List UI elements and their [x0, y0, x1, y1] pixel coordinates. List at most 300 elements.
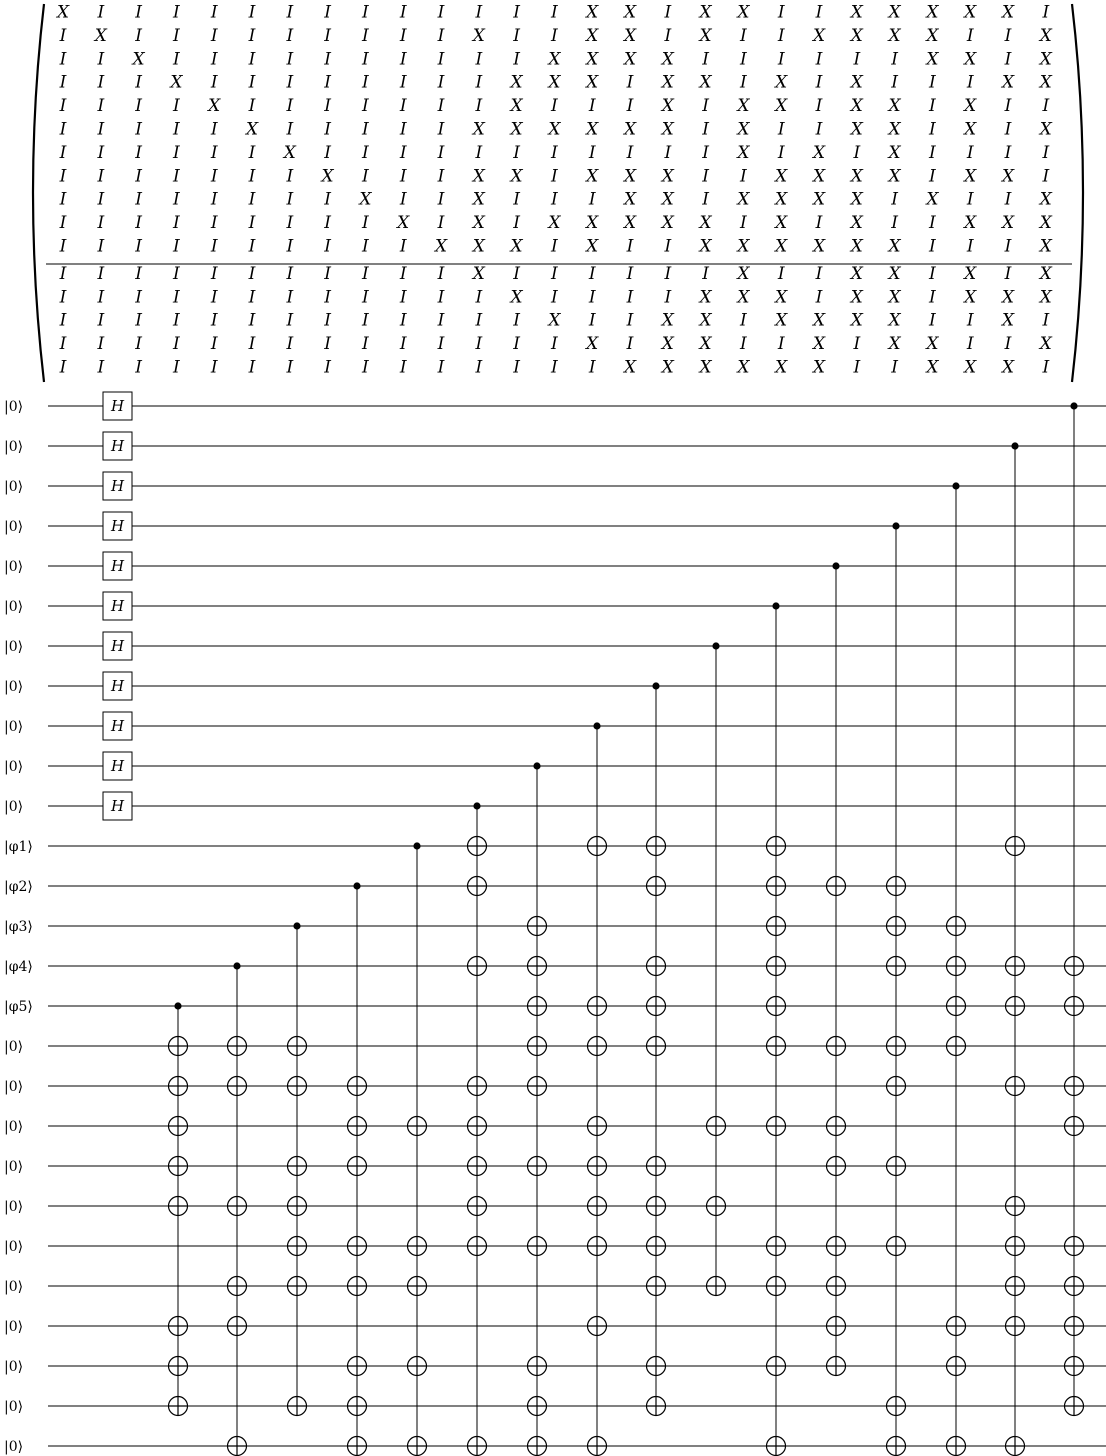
matrix-cell: X	[699, 287, 712, 308]
matrix-cell: X	[850, 236, 863, 257]
matrix-cell: I	[966, 236, 974, 257]
matrix-cell: I	[97, 357, 105, 378]
wire-label: |φ4⟩	[4, 959, 33, 975]
cnot-target	[288, 1037, 307, 1056]
matrix-cell: I	[437, 310, 445, 331]
matrix-cell: I	[97, 236, 105, 257]
matrix-cell: I	[135, 166, 142, 187]
matrix-cell: X	[775, 72, 788, 93]
cnot-target	[588, 1037, 607, 1056]
matrix-cell: X	[1039, 72, 1052, 93]
matrix-cell: I	[97, 49, 105, 70]
matrix-cell: I	[437, 2, 445, 23]
cnot-target	[887, 1077, 906, 1096]
matrix-cell: I	[815, 2, 823, 23]
cnot-target	[1006, 957, 1025, 976]
matrix-cell: X	[964, 119, 977, 140]
matrix-cell: I	[59, 25, 67, 46]
matrix-cell: X	[623, 119, 637, 140]
matrix-cell: I	[551, 263, 558, 284]
matrix-cell: X	[623, 166, 637, 187]
matrix-cell: I	[588, 287, 596, 308]
matrix-cell: I	[513, 25, 520, 46]
matrix-cell: X	[964, 287, 977, 308]
matrix-cell: X	[586, 213, 599, 234]
matrix-cell: I	[966, 72, 974, 93]
cnot-target	[647, 997, 666, 1016]
matrix-cell: I	[1004, 25, 1012, 46]
matrix-cell: I	[929, 236, 936, 257]
matrix-cell: I	[324, 287, 331, 308]
matrix-cell: I	[399, 310, 407, 331]
cnot-target	[647, 1397, 666, 1416]
matrix-cell: X	[661, 72, 674, 93]
matrix-cell: I	[626, 72, 634, 93]
matrix-cell: X	[964, 213, 977, 234]
wire-label: |0⟩	[4, 439, 24, 455]
cnot-target	[468, 1197, 487, 1216]
matrix-cell: X	[434, 236, 448, 257]
cnot-target	[588, 997, 607, 1016]
right-parenthesis	[1072, 4, 1083, 382]
matrix-cell: I	[324, 263, 331, 284]
cnot-target	[169, 1037, 188, 1056]
matrix-cell: I	[324, 357, 331, 378]
cnot-target	[767, 1037, 786, 1056]
matrix-cell: I	[626, 334, 634, 355]
matrix-cell: I	[173, 166, 180, 187]
matrix-cell: I	[324, 236, 331, 257]
cnot-target	[1065, 1117, 1084, 1136]
matrix-cell: I	[626, 310, 634, 331]
cnot-target	[647, 1277, 666, 1296]
matrix-cell: I	[362, 357, 369, 378]
matrix-cell: I	[324, 72, 331, 93]
matrix-cell: X	[548, 310, 561, 331]
cnot-target	[528, 1437, 547, 1456]
cnot-target	[1065, 957, 1084, 976]
matrix-cell: I	[626, 96, 634, 117]
matrix-cell: I	[513, 263, 520, 284]
matrix-cell: I	[59, 263, 67, 284]
matrix-cell: I	[286, 357, 294, 378]
wire-label: |0⟩	[4, 1399, 24, 1415]
matrix-cell: X	[208, 96, 221, 117]
matrix-cell: I	[551, 166, 558, 187]
matrix-cell: I	[399, 142, 407, 163]
matrix-cell: I	[513, 189, 520, 210]
matrix-cell: X	[812, 142, 826, 163]
matrix-cell: X	[964, 96, 977, 117]
matrix-cell: X	[472, 25, 485, 46]
cnot-target	[1006, 1077, 1025, 1096]
matrix-cell: X	[397, 213, 410, 234]
matrix-cell: X	[623, 2, 637, 23]
matrix-cells	[55, 3, 1053, 378]
matrix-cell: I	[97, 166, 105, 187]
matrix-cell: I	[437, 357, 445, 378]
wire-label: |0⟩	[4, 799, 24, 815]
matrix-cell: X	[623, 189, 637, 210]
matrix-cell: X	[888, 25, 901, 46]
matrix-cell: I	[437, 49, 445, 70]
matrix-cell: X	[623, 49, 637, 70]
matrix-cell: I	[702, 119, 709, 140]
matrix-cell: I	[664, 142, 672, 163]
matrix-cell: I	[173, 49, 180, 70]
matrix-cell: X	[737, 287, 750, 308]
wire-label: |0⟩	[4, 399, 24, 415]
wire-label: |0⟩	[4, 559, 24, 575]
matrix-cell: I	[399, 119, 407, 140]
matrix-cell: I	[740, 72, 747, 93]
matrix-cell: X	[170, 72, 183, 93]
matrix-cell: I	[173, 310, 180, 331]
matrix-cell: I	[513, 2, 520, 23]
cnot-target	[647, 957, 666, 976]
matrix-cell: X	[1039, 119, 1052, 140]
control-dot	[413, 842, 420, 849]
matrix-cell: I	[437, 213, 445, 234]
matrix-cell: X	[737, 189, 750, 210]
control-dot	[233, 962, 240, 969]
matrix-cell: I	[513, 357, 520, 378]
matrix-cell: I	[362, 119, 369, 140]
matrix-cell: I	[173, 96, 180, 117]
control-dot	[712, 642, 719, 649]
cnot-target	[1006, 997, 1025, 1016]
matrix-cell: I	[1004, 96, 1012, 117]
cnot-target	[348, 1357, 367, 1376]
hadamard-gate-label: H	[110, 397, 125, 415]
matrix-cell: I	[248, 334, 256, 355]
matrix-cell: I	[399, 49, 407, 70]
hadamard-gate-label: H	[110, 477, 125, 495]
matrix-cell: I	[777, 142, 785, 163]
matrix-cell: X	[699, 72, 712, 93]
matrix-cell: I	[135, 357, 142, 378]
matrix-cell: I	[210, 357, 218, 378]
matrix-cell: I	[399, 334, 407, 355]
matrix-cell: X	[812, 236, 826, 257]
cnot-target	[1065, 1397, 1084, 1416]
cnot-target	[468, 1237, 487, 1256]
matrix-cell: X	[850, 287, 863, 308]
matrix-cell: I	[664, 25, 672, 46]
matrix-cell: I	[248, 2, 256, 23]
matrix-cell: I	[437, 287, 445, 308]
cnot-target	[947, 1037, 966, 1056]
cnot-target	[767, 877, 786, 896]
matrix-cell: I	[362, 334, 369, 355]
matrix-cell: I	[475, 357, 483, 378]
matrix-cell: I	[475, 287, 483, 308]
matrix-cell: I	[362, 310, 369, 331]
matrix-cell: X	[548, 213, 561, 234]
matrix-cell: I	[59, 334, 67, 355]
matrix-cell: I	[1004, 142, 1012, 163]
matrix-cell: I	[248, 72, 256, 93]
cnot-target	[767, 1437, 786, 1456]
matrix-cell: I	[437, 189, 445, 210]
matrix-cell: X	[1001, 213, 1015, 234]
matrix-cell: I	[97, 96, 105, 117]
matrix-cell: I	[626, 236, 634, 257]
wire-label: |φ2⟩	[4, 879, 33, 895]
matrix-cell: I	[777, 119, 785, 140]
matrix-cell: X	[472, 189, 485, 210]
matrix-cell: I	[551, 189, 558, 210]
matrix-cell: I	[248, 189, 256, 210]
matrix-cell: X	[737, 236, 750, 257]
matrix-cell: X	[1001, 310, 1015, 331]
matrix-cell: X	[926, 49, 939, 70]
matrix-cell: I	[551, 334, 558, 355]
wire-label: |0⟩	[4, 639, 24, 655]
matrix-cell: I	[286, 119, 294, 140]
matrix-cell: X	[661, 189, 674, 210]
matrix-cell: I	[513, 213, 520, 234]
hadamard-gate-label: H	[110, 677, 125, 695]
circuit-gates	[103, 392, 1084, 1456]
matrix-cell: X	[623, 357, 637, 378]
cnot-target	[528, 1077, 547, 1096]
wire-label: |0⟩	[4, 1199, 24, 1215]
matrix-cell: X	[964, 357, 977, 378]
cnot-target	[169, 1197, 188, 1216]
matrix-cell: I	[324, 2, 331, 23]
matrix-cell: I	[929, 72, 936, 93]
matrix-cell: X	[812, 25, 826, 46]
wire-label: |φ1⟩	[4, 839, 33, 855]
cnot-target	[408, 1117, 427, 1136]
matrix-cell: X	[964, 2, 977, 23]
matrix-cell: X	[888, 236, 901, 257]
matrix-cell: X	[1039, 236, 1052, 257]
matrix-cell: X	[1039, 189, 1052, 210]
matrix-cell: I	[399, 357, 407, 378]
cnot-target	[1006, 1437, 1025, 1456]
matrix-cell: I	[853, 142, 861, 163]
control-dot	[1011, 442, 1018, 449]
cnot-target	[827, 1317, 846, 1336]
matrix-cell: I	[929, 142, 936, 163]
cnot-target	[647, 1357, 666, 1376]
cnot-target	[1006, 1317, 1025, 1336]
matrix-cell: I	[59, 96, 67, 117]
matrix-cell: I	[815, 49, 823, 70]
matrix-cell: I	[59, 166, 67, 187]
matrix-cell: I	[97, 310, 105, 331]
cnot-target	[288, 1237, 307, 1256]
cnot-target	[169, 1397, 188, 1416]
cnot-target	[468, 877, 487, 896]
matrix-cell: X	[699, 357, 712, 378]
matrix-cell: I	[929, 166, 936, 187]
cnot-target	[228, 1317, 247, 1336]
matrix-cell: I	[929, 96, 936, 117]
matrix-cell: I	[210, 119, 218, 140]
matrix-cell: I	[399, 72, 407, 93]
matrix-cell: I	[437, 142, 445, 163]
matrix-cell: I	[97, 263, 105, 284]
matrix-cell: X	[926, 25, 939, 46]
matrix-cell: I	[966, 25, 974, 46]
matrix-cell: I	[59, 72, 67, 93]
cnot-target	[348, 1397, 367, 1416]
matrix-cell: I	[210, 72, 218, 93]
matrix-cell: X	[586, 25, 599, 46]
cnot-target	[228, 1197, 247, 1216]
matrix-cell: X	[586, 49, 599, 70]
matrix-cell: I	[551, 142, 558, 163]
wire-label: |0⟩	[4, 719, 24, 735]
wire-label: |0⟩	[4, 1279, 24, 1295]
cnot-target	[528, 1157, 547, 1176]
cnot-target	[408, 1277, 427, 1296]
matrix-cell: X	[661, 166, 674, 187]
cnot-target	[827, 1237, 846, 1256]
matrix-cell: I	[286, 49, 294, 70]
cnot-target	[947, 1317, 966, 1336]
matrix-cell: I	[324, 213, 331, 234]
matrix-cell: I	[891, 72, 898, 93]
matrix-cell: I	[399, 25, 407, 46]
matrix-cell: X	[1039, 287, 1052, 308]
control-dot	[593, 722, 600, 729]
control-dot	[1070, 402, 1077, 409]
matrix-cell: X	[132, 49, 145, 70]
cnot-target	[348, 1277, 367, 1296]
cnot-target	[887, 1237, 906, 1256]
cnot-target	[528, 1037, 547, 1056]
matrix-cell: X	[699, 334, 712, 355]
matrix-cell: X	[510, 236, 523, 257]
matrix-cell: X	[245, 119, 259, 140]
matrix-cell: I	[853, 357, 861, 378]
matrix-cell: X	[812, 310, 826, 331]
wire-label: |0⟩	[4, 1119, 24, 1135]
matrix-cell: X	[850, 2, 863, 23]
matrix-cell: X	[812, 334, 826, 355]
matrix-cell: I	[210, 142, 218, 163]
cnot-target	[647, 1237, 666, 1256]
control-dot	[174, 1002, 181, 1009]
cnot-target	[528, 1397, 547, 1416]
cnot-target	[288, 1277, 307, 1296]
matrix-cell: I	[399, 263, 407, 284]
matrix-cell: X	[661, 213, 674, 234]
matrix-cell: X	[548, 49, 561, 70]
matrix-cell: I	[210, 213, 218, 234]
matrix-cell: I	[210, 189, 218, 210]
matrix-cell: I	[286, 25, 294, 46]
control-dot	[832, 562, 839, 569]
wire-label: |0⟩	[4, 1039, 24, 1055]
matrix-cell: X	[699, 236, 712, 257]
matrix-cell: I	[815, 119, 823, 140]
matrix-cell: X	[510, 166, 523, 187]
matrix-cell: I	[173, 189, 180, 210]
wire-label: |0⟩	[4, 1439, 24, 1455]
matrix-cell: I	[97, 189, 105, 210]
matrix-cell: I	[626, 263, 634, 284]
cnot-target	[588, 1157, 607, 1176]
matrix-cell: X	[94, 25, 107, 46]
matrix-cell: X	[586, 72, 599, 93]
matrix-cell: X	[888, 287, 901, 308]
matrix-cell: I	[475, 72, 483, 93]
matrix-cell: I	[475, 49, 483, 70]
matrix-cell: I	[437, 263, 445, 284]
matrix-cell: I	[777, 2, 785, 23]
matrix-cell: I	[702, 142, 709, 163]
matrix-cell: X	[850, 72, 863, 93]
matrix-cell: I	[815, 263, 823, 284]
wire-label: |φ5⟩	[4, 999, 33, 1015]
matrix-cell: X	[926, 189, 939, 210]
matrix-cell: I	[626, 142, 634, 163]
matrix-cell: I	[702, 263, 709, 284]
matrix-cell: I	[248, 287, 256, 308]
matrix-cell: I	[97, 72, 105, 93]
matrix-cell: I	[97, 213, 105, 234]
matrix-cell: X	[775, 287, 788, 308]
matrix-cell: X	[737, 119, 750, 140]
matrix-cell: I	[59, 287, 67, 308]
cnot-target	[1065, 1317, 1084, 1336]
matrix-cell: X	[850, 96, 863, 117]
matrix-cell: X	[888, 96, 901, 117]
cnot-target	[887, 877, 906, 896]
matrix-cell: I	[588, 263, 596, 284]
cnot-target	[767, 1277, 786, 1296]
matrix-cell: I	[362, 72, 369, 93]
matrix-cell: I	[929, 263, 936, 284]
matrix-cell: I	[475, 2, 483, 23]
matrix-cell: I	[702, 166, 709, 187]
matrix-cell: X	[586, 119, 599, 140]
matrix-cell: I	[248, 166, 256, 187]
control-dot	[892, 522, 899, 529]
matrix-cell: I	[588, 357, 596, 378]
matrix-cell: X	[850, 25, 863, 46]
matrix-cell: I	[59, 189, 67, 210]
control-dot	[772, 602, 779, 609]
matrix-cell: I	[475, 96, 483, 117]
matrix-cell: I	[929, 213, 936, 234]
matrix-cell: I	[135, 334, 142, 355]
cnot-target	[348, 1077, 367, 1096]
cnot-target	[1006, 1237, 1025, 1256]
matrix-cell: I	[664, 287, 672, 308]
matrix-cell: I	[362, 142, 369, 163]
matrix-cell: I	[740, 310, 747, 331]
matrix-cell: X	[1039, 334, 1052, 355]
matrix-cell: I	[210, 263, 218, 284]
matrix-cell: I	[966, 189, 974, 210]
matrix-cell: X	[1001, 166, 1015, 187]
matrix-cell: X	[737, 357, 750, 378]
matrix-cell: I	[286, 189, 294, 210]
matrix-cell: X	[888, 119, 901, 140]
matrix-cell: X	[737, 263, 750, 284]
matrix-cell: X	[1039, 263, 1052, 284]
cnot-target	[408, 1357, 427, 1376]
cnot-target	[707, 1117, 726, 1136]
matrix-cell: I	[513, 142, 520, 163]
matrix-cell: I	[362, 213, 369, 234]
